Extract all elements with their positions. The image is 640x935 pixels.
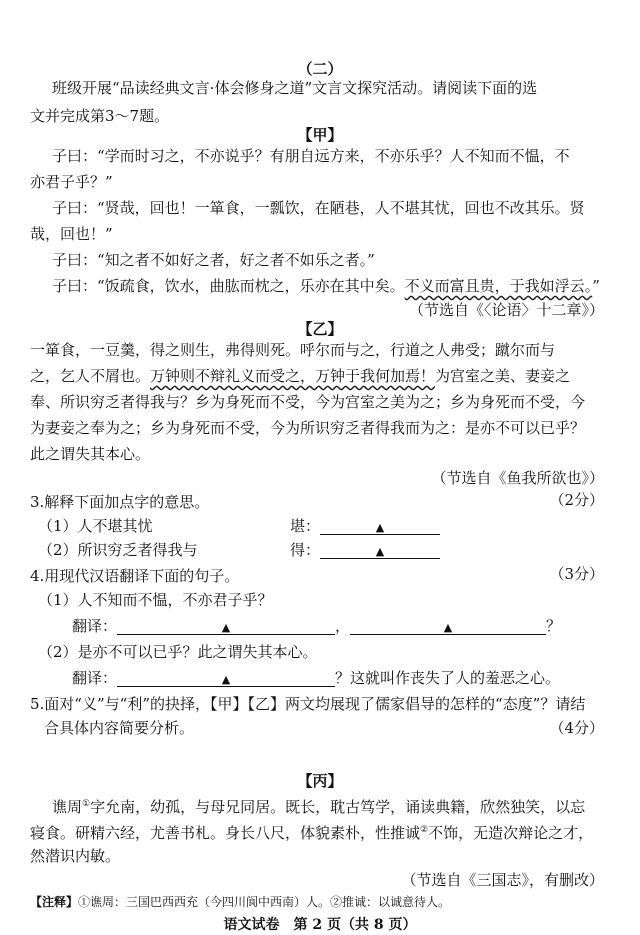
bing-line-1-a: 谯周	[52, 798, 83, 816]
q5-score: （4分）	[549, 719, 604, 737]
yi-line-2	[30, 362, 570, 390]
q4-separator: ，	[335, 617, 351, 635]
intro-line-2: 文并完成第3～7题。	[30, 107, 170, 125]
q3-blank-2[interactable]	[320, 542, 440, 559]
q4-answer-2	[72, 664, 560, 692]
q4-answer-tail: ？这就叫作丧失了人的羞恶之心。	[335, 669, 561, 687]
yi-source: （节选自《鱼我所欲也》）	[431, 469, 604, 487]
jia-line-3: 子曰：“贤哉，回也！一箪食，一瓢饮，在陋巷，人不堪其忧，回也不改其乐。贤	[52, 199, 585, 217]
jia-line-6-pre: 子曰：“饭疏食，饮水，曲肱而枕之，乐亦在其中矣。	[52, 277, 405, 295]
q3-score: （2分）	[549, 491, 604, 509]
page-footer: 语文试卷 第 2 页（共 8 页）	[223, 917, 417, 933]
q4-blank-1a[interactable]	[117, 618, 335, 635]
yi-line-5: 此之谓失其本心。	[30, 445, 151, 463]
q5-line-2: 合具体内容简要分析。	[44, 719, 195, 737]
jia-line-4: 哉，回也！”	[30, 225, 113, 243]
q3-item-2: （2）所识穷乏者得我与	[38, 541, 198, 559]
yi-heading: 【乙】	[297, 320, 343, 338]
bing-line-2-b: 不饰，无造次辩论之才，	[428, 824, 594, 842]
notes-text: ①谯周：三国巴西西充（今四川阆中西南）人。②推诚：以诚意待人。	[78, 895, 451, 909]
q4-question-mark: ？	[546, 617, 562, 635]
q4-blank-1b[interactable]	[350, 618, 546, 635]
q4-score: （3分）	[549, 565, 604, 583]
q5-line-1: 5.面对“义”与“利”的抉择，【甲】【乙】两文均展现了儒家倡导的怎样的“态度”？请结	[30, 695, 586, 713]
bing-notes	[30, 893, 450, 910]
q3-stem: 3.解释下面加点字的意思。	[30, 493, 210, 511]
q3-char-1: 堪：	[290, 517, 321, 535]
triangle-icon: ▲	[221, 621, 231, 634]
bing-source: （节选自《三国志》，有删改）	[401, 871, 604, 889]
intro-line-1: 班级开展“品读经典文言·体会修身之道”文言文探究活动。请阅读下面的选	[52, 79, 538, 97]
q4-answer-1	[72, 612, 561, 640]
bing-heading: 【丙】	[297, 772, 343, 790]
q3-blank-1[interactable]	[320, 518, 440, 535]
yi-underlined-sentence: 万钟则不辩礼义而受之，万钟于我何加焉！	[150, 367, 436, 385]
triangle-icon: ▲	[221, 673, 231, 686]
jia-line-2: 亦君子乎？”	[30, 173, 113, 191]
bing-line-1-b: 字允南，幼孤，与母兄同居。既长，耽古笃学，诵读典籍，欣然独笑，以忘	[90, 798, 586, 816]
jia-underlined-sentence: 不义而富且贵，于我如浮云。	[404, 277, 593, 295]
jia-line-5: 子曰：“知之者不如好之者，好之者不如乐之者。”	[52, 251, 375, 269]
footnote-marker-2: ②	[420, 825, 429, 835]
bing-line-2-a: 寝食。研精六经，尤善书札。身长八尺，体貌素朴，性推诚	[30, 824, 421, 842]
yi-line-1: 一箪食，一豆羹，得之则生，弗得则死。呼尔而与之，行道之人弗受；蹴尔而与	[30, 341, 556, 359]
q3-answer-2	[290, 536, 440, 564]
q4-stem: 4.用现代汉语翻译下面的句子。	[30, 567, 240, 585]
q4-blank-2[interactable]	[117, 670, 335, 687]
q3-char-2: 得：	[290, 541, 321, 559]
jia-line-6-post: ”	[592, 277, 600, 295]
q3-item-1: （1）人不堪其忧	[38, 517, 153, 535]
notes-label: 【注释】	[30, 895, 79, 909]
jia-line-1: 子曰：“学而时习之，不亦说乎？有朋自远方来，不亦乐乎？人不知而不愠，不	[52, 147, 570, 165]
jia-source: （节选自《〈论语〉十二章》）	[408, 301, 604, 319]
triangle-icon: ▲	[375, 521, 385, 534]
jia-heading: 【甲】	[297, 126, 343, 144]
triangle-icon: ▲	[443, 621, 453, 634]
yi-line-4: 为妻妾之奉为之；乡为身死而不受，今为所识穷乏者得我而为之：是亦不可以已乎？	[30, 419, 586, 437]
translate-label-2: 翻译：	[72, 669, 118, 687]
bing-line-3: 然潜识内敏。	[30, 847, 121, 865]
triangle-icon: ▲	[375, 545, 385, 558]
yi-line-2-pre: 之，乞人不屑也。	[30, 367, 151, 385]
yi-line-2-post: 为宫室之美、妻妾之	[435, 367, 571, 385]
translate-label-1: 翻译：	[72, 617, 118, 635]
section-title: （二）	[297, 60, 343, 78]
q4-item-1: （1）人不知而不愠，不亦君子乎？	[38, 591, 273, 609]
yi-line-3: 奉、所识穷乏者得我与？乡为身死而不受，今为宫室之美为之；乡为身死而不受，今	[30, 393, 586, 411]
q4-item-2: （2）是亦不可以已乎？此之谓失其本心。	[38, 643, 318, 661]
footnote-marker-1: ①	[82, 799, 91, 809]
